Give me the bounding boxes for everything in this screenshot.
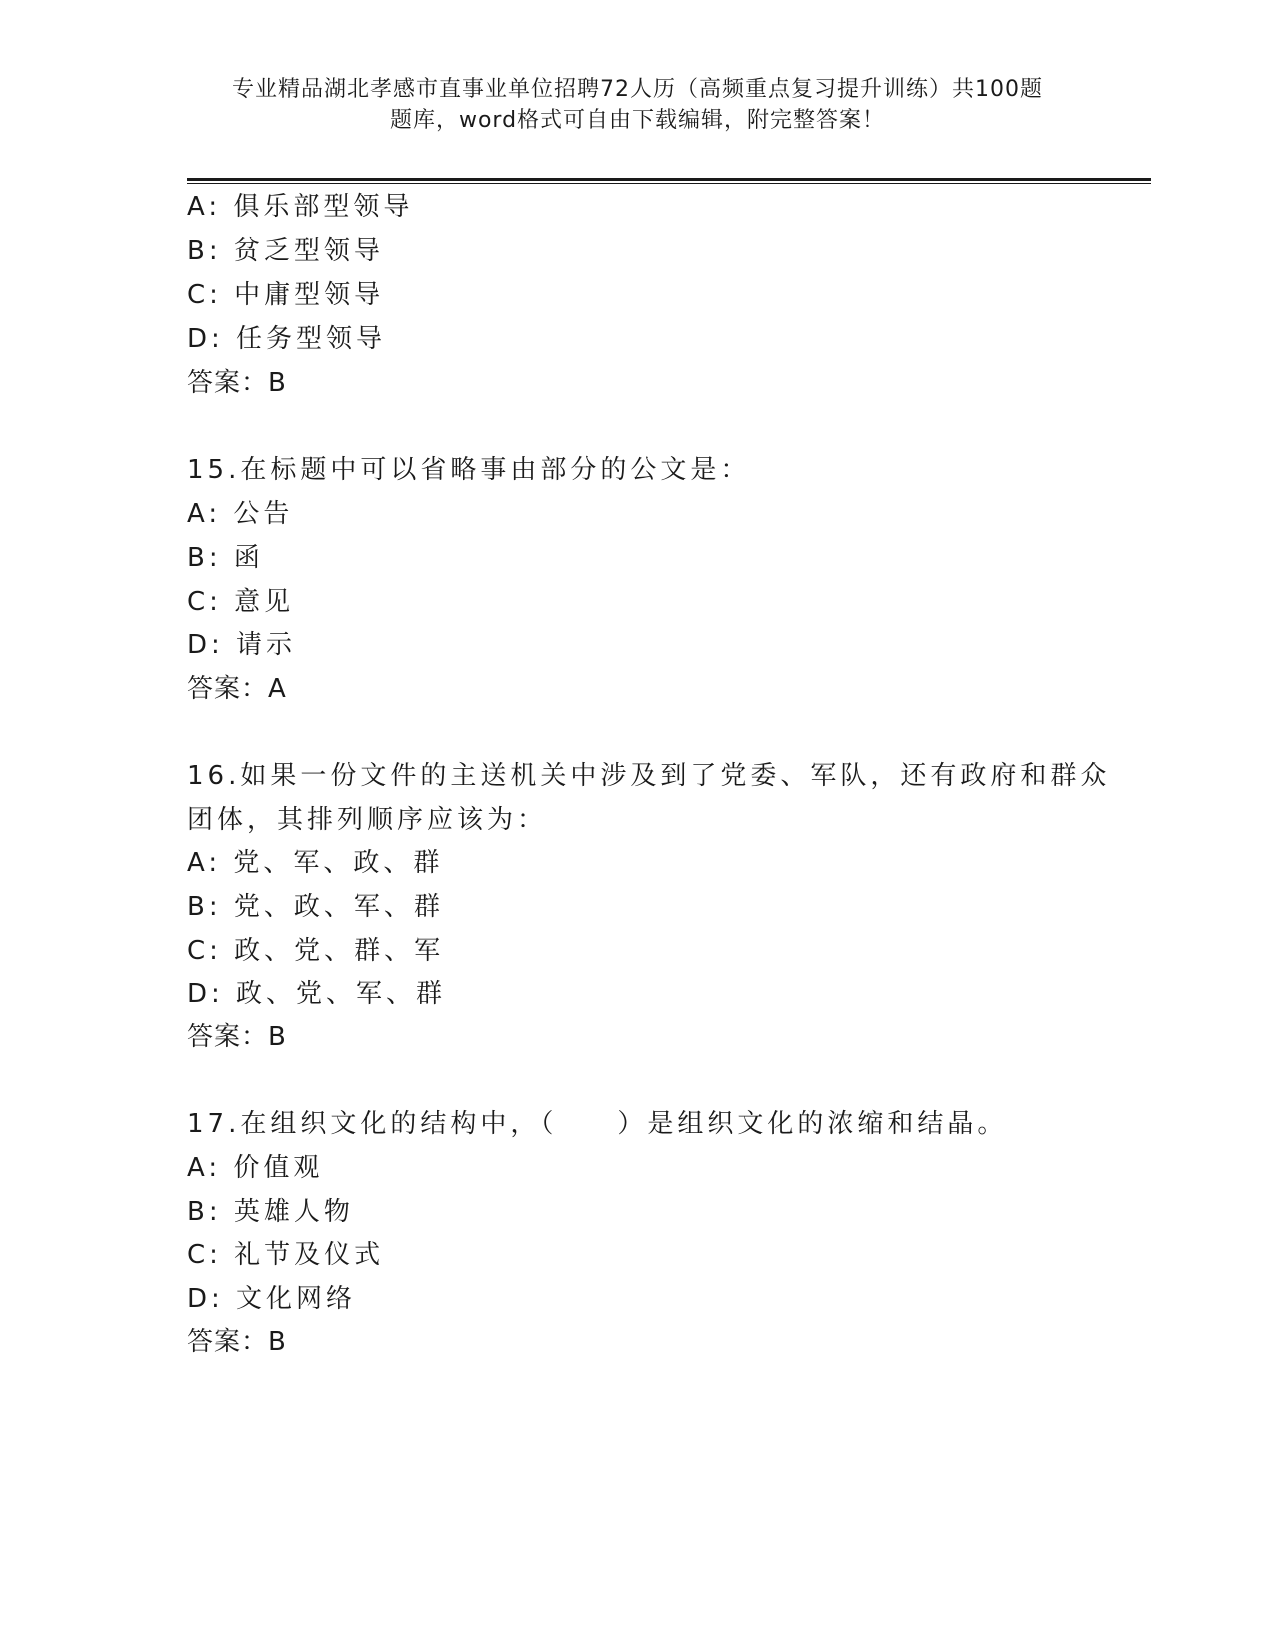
answer-text: 答案：A (187, 674, 287, 704)
option-b: B: 英雄人物 (187, 1197, 354, 1227)
option-d: D: 文化网络 (187, 1284, 357, 1314)
document-header (0, 74, 1275, 136)
question-stem: 15.在标题中可以省略事由部分的公文是： (187, 455, 751, 485)
answer-text: 答案：B (187, 1327, 287, 1357)
option-b: B: 党、政、军、群 (187, 892, 444, 922)
option-c: C: 礼节及仪式 (187, 1240, 385, 1270)
option-d: D: 请示 (187, 630, 297, 660)
option-b: B: 贫乏型领导 (187, 236, 384, 266)
option-d: D: 任务型领导 (187, 324, 387, 354)
header-title-line2: 题库，word格式可自由下载编辑，附完整答案！ (389, 108, 886, 133)
option-b: B: 函 (187, 543, 264, 573)
header-rule-thin (187, 183, 1151, 184)
header-rule-thick (187, 178, 1151, 181)
header-title-line1: 专业精品湖北孝感市直事业单位招聘72人历（高频重点复习提升训练）共100题 (232, 77, 1043, 102)
option-a: A: 公告 (187, 499, 294, 529)
question-stem: 17.在组织文化的结构中，（ ）是组织文化的浓缩和结晶。 (187, 1109, 1008, 1139)
answer-text: 答案：B (187, 368, 287, 398)
question-stem-continued: 团体，其排列顺序应该为： (187, 805, 548, 835)
option-c: C: 中庸型领导 (187, 280, 385, 310)
option-a: A: 俱乐部型领导 (187, 192, 414, 222)
option-c: C: 意见 (187, 587, 295, 617)
option-d: D: 政、党、军、群 (187, 979, 447, 1009)
option-a: A: 党、军、政、群 (187, 848, 444, 878)
option-a: A: 价值观 (187, 1153, 324, 1183)
option-c: C: 政、党、群、军 (187, 936, 445, 966)
question-stem: 16.如果一份文件的主送机关中涉及到了党委、军队，还有政府和群众 (187, 761, 1111, 791)
answer-text: 答案：B (187, 1022, 287, 1052)
